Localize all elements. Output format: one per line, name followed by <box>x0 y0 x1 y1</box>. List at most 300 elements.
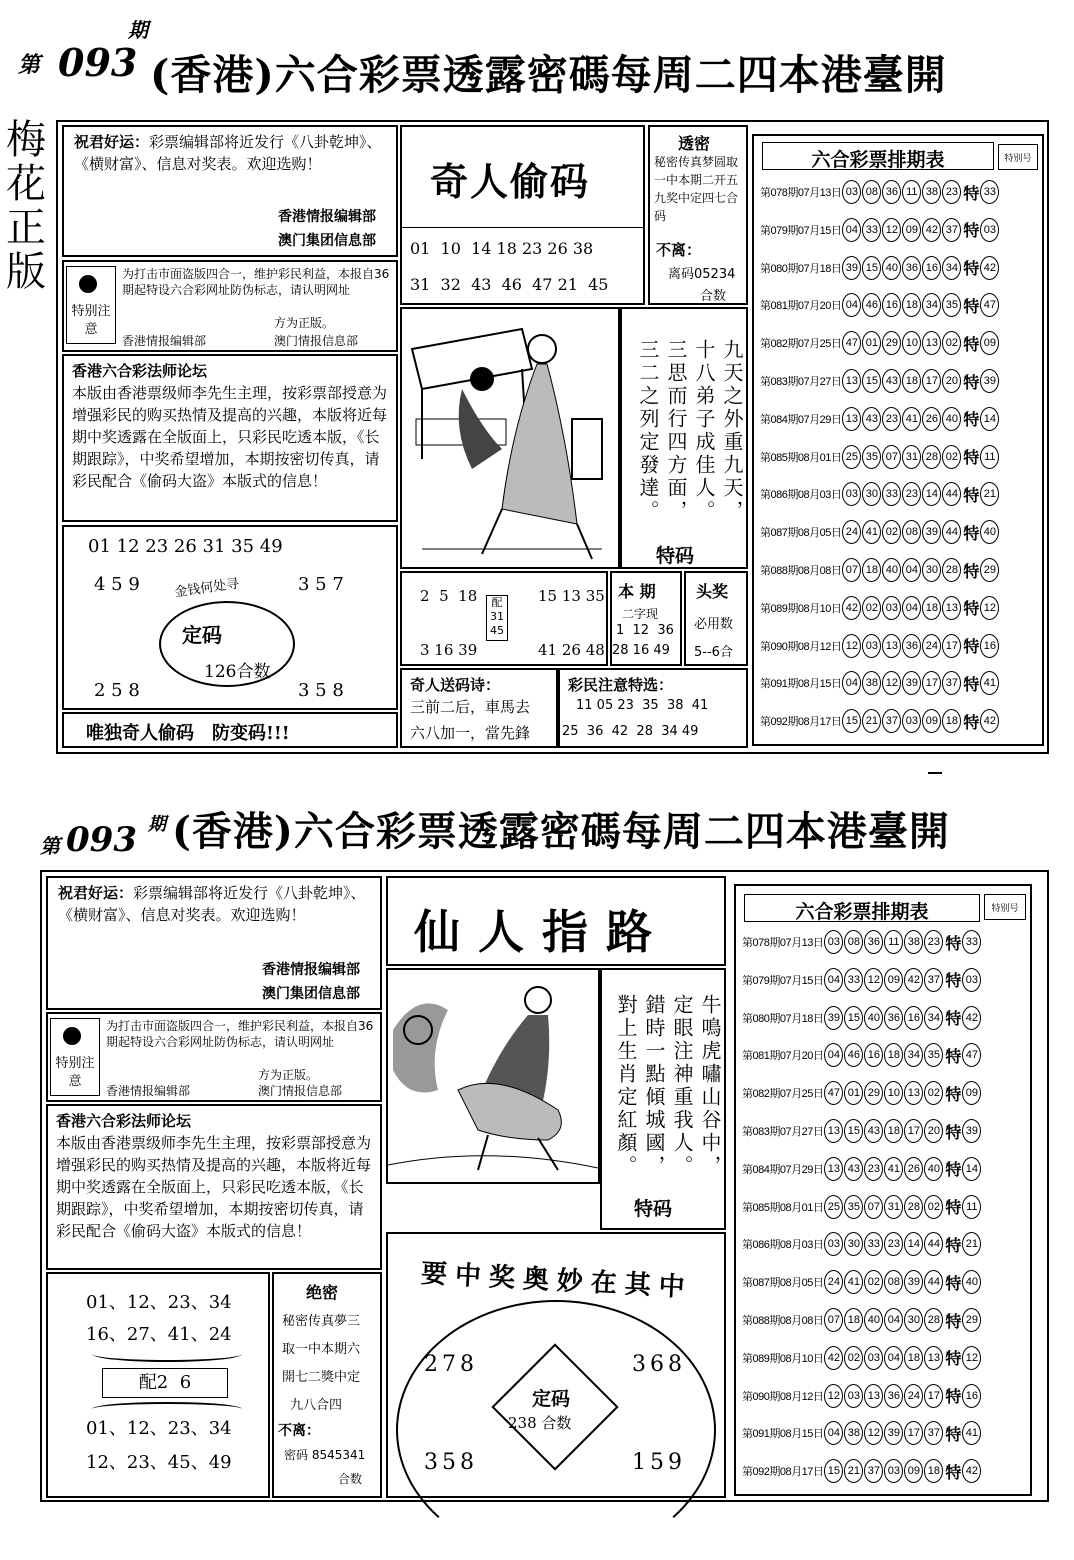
top-schedule-row <box>760 482 1000 506</box>
schedule-row-label: 第080期07月18日 <box>742 1012 824 1025</box>
top-heshu2: 合数 <box>700 289 727 304</box>
top-song-title: 奇人送码诗： <box>410 676 501 694</box>
ball-number: 09 <box>902 218 921 242</box>
top-notice-org1: 香港情报编辑部 <box>122 334 207 348</box>
ball-number: 28 <box>904 1195 923 1219</box>
top-schedule-row <box>760 293 1000 317</box>
bottom-brace <box>92 1346 242 1362</box>
bottom-headline: (香港)六合彩票透露密碼每周二四本港臺開 <box>172 808 950 855</box>
bottom-forum-title: 香港六合彩法师论坛 <box>56 1112 192 1130</box>
ball-number: 30 <box>904 1308 923 1332</box>
ball-number: 02 <box>862 596 881 620</box>
top-title-nums2: 31 32 43 46 47 21 45 <box>410 275 609 294</box>
ball-number: 35 <box>942 293 961 317</box>
bottom-poem-col1: 牛鳴虎嘯山谷中， <box>698 994 722 1178</box>
ball-number: 17 <box>904 1119 923 1143</box>
ball-number: 34 <box>924 1006 943 1030</box>
ball-number: 18 <box>902 293 921 317</box>
bottom-br-num: 159 <box>632 1450 686 1475</box>
schedule-row-label: 第087期08月05日 <box>742 1277 824 1290</box>
schedule-row-label: 第089期08月10日 <box>760 602 842 615</box>
bottom-buli: 不离： <box>278 1423 320 1439</box>
top-caimin-box <box>558 668 748 748</box>
ball-number: 18 <box>884 1043 903 1067</box>
ball-number: 37 <box>942 218 961 242</box>
ball-number: 44 <box>942 482 961 506</box>
top-secret-title: 透密 <box>678 134 711 153</box>
schedule-row-label: 第092期08月17日 <box>742 1466 824 1479</box>
ball-number: 40 <box>882 558 901 582</box>
ball-number: 02 <box>844 1346 863 1370</box>
ball-number: 39 <box>842 256 861 280</box>
special-ball-number: 16 <box>980 634 999 658</box>
schedule-row-label: 第082期07月25日 <box>760 338 842 351</box>
ball-number: 18 <box>904 1346 923 1370</box>
ball-number: 02 <box>942 331 961 355</box>
schedule-row-label: 第084期07月29日 <box>742 1163 824 1176</box>
top-benqi-title: 本 期 <box>618 582 656 601</box>
ball-number: 13 <box>904 1081 923 1105</box>
top-org1: 香港情报编辑部 <box>278 209 376 225</box>
special-ball-number: 16 <box>962 1384 981 1408</box>
top-greeting-body: 彩票编辑部将近发行《八卦乾坤》、《横财富》、信息对奖表。欢迎选购！ <box>74 133 382 173</box>
special-label: 特 <box>945 1349 962 1369</box>
special-label: 特 <box>945 1387 962 1407</box>
special-ball-number: 12 <box>962 1346 981 1370</box>
ball-number: 37 <box>864 1459 883 1483</box>
top-notice-org2: 澳门情报信息部 <box>274 334 359 348</box>
top-schedule-row <box>760 709 1000 733</box>
bottom-schedule-row <box>742 1043 982 1067</box>
bottom-forum-body: 本版由香港票级师李先生主理，按彩票部授意为增强彩民的购买热情及提高的兴趣，本版将近每期中奖透露在全版面上，只彩民吃透本版，《长期跟踪》，中奖希望增加，本期按密切传真，请彩民配合《偷码大盗》本版式的信息！ <box>56 1134 372 1240</box>
bottom-bl-num: 358 <box>424 1450 478 1475</box>
bottom-schedule-row <box>742 1384 982 1408</box>
top-buli: 不离： <box>656 241 702 259</box>
special-ball-number: 33 <box>980 180 999 204</box>
ball-number: 21 <box>862 709 881 733</box>
ball-number: 33 <box>862 218 881 242</box>
special-label: 特 <box>945 1311 962 1331</box>
special-label: 特 <box>963 485 980 505</box>
top-pei-right1: 15 13 35 <box>538 587 605 605</box>
bottom-nums2: 16、27、41、24 <box>86 1324 232 1345</box>
top-caimin-title: 彩民注意特选： <box>568 676 674 694</box>
ball-number: 15 <box>844 1119 863 1143</box>
bottom-org2: 澳门集团信息部 <box>262 986 360 1002</box>
ball-number: 01 <box>862 331 881 355</box>
special-ball-number: 47 <box>980 293 999 317</box>
top-issue-number: 093 <box>58 40 138 85</box>
ball-number: 15 <box>844 1006 863 1030</box>
ball-number: 30 <box>844 1232 863 1256</box>
ball-number: 44 <box>942 520 961 544</box>
bottom-schedule-col-tag: 特别号 <box>984 894 1026 920</box>
bottom-poem-col2: 定眼注神重我人。 <box>670 994 694 1178</box>
bottom-schedule-row <box>742 1346 982 1370</box>
top-schedule-row <box>760 558 1000 582</box>
special-ball-number: 40 <box>962 1270 981 1294</box>
bottom-schedule-row <box>742 1459 982 1483</box>
special-label: 特 <box>945 1424 962 1444</box>
top-pei-box <box>400 571 608 666</box>
schedule-row-label: 第078期07月13日 <box>760 187 842 199</box>
top-toujiang-val: 5--6合 <box>694 645 733 660</box>
schedule-row-label: 第086期08月03日 <box>760 489 842 502</box>
ball-number: 36 <box>884 1006 903 1030</box>
ball-number: 34 <box>922 293 941 317</box>
special-label: 特 <box>963 599 980 619</box>
special-ball-number: 03 <box>962 968 981 992</box>
special-label: 特 <box>963 183 980 203</box>
special-label: 特 <box>945 1084 962 1104</box>
ball-number: 44 <box>924 1232 943 1256</box>
ball-number: 28 <box>942 558 961 582</box>
special-label: 特 <box>945 1122 962 1142</box>
special-label: 特 <box>963 334 980 354</box>
ball-number: 16 <box>882 293 901 317</box>
ball-number: 25 <box>842 445 861 469</box>
ball-number: 31 <box>884 1195 903 1219</box>
special-ball-number: 40 <box>980 520 999 544</box>
special-label: 特 <box>963 674 980 694</box>
ball-number: 37 <box>942 671 961 695</box>
ball-number: 10 <box>884 1081 903 1105</box>
ball-number: 13 <box>922 331 941 355</box>
ball-number: 11 <box>884 930 903 954</box>
bottom-arc-text: 要中奖奥妙在其中 <box>420 1258 694 1304</box>
ball-number: 04 <box>902 596 921 620</box>
special-ball-number: 42 <box>980 709 999 733</box>
schedule-row-label: 第089期08月10日 <box>742 1352 824 1365</box>
special-ball-number: 09 <box>962 1081 981 1105</box>
bottom-schedule-row <box>742 1232 982 1256</box>
ball-number: 23 <box>864 1157 883 1181</box>
ball-number: 12 <box>864 1421 883 1445</box>
ball-number: 03 <box>824 930 843 954</box>
ball-number: 26 <box>922 407 941 431</box>
schedule-row-label: 第090期08月12日 <box>742 1390 824 1403</box>
ball-number: 38 <box>862 671 881 695</box>
ball-number: 17 <box>904 1421 923 1445</box>
top-tl-num: 4 5 9 <box>94 574 140 595</box>
top-pei-left2: 3 16 39 <box>420 641 478 659</box>
top-schedule-row <box>760 218 1000 242</box>
ball-number: 41 <box>884 1157 903 1181</box>
ball-number: 12 <box>824 1384 843 1408</box>
ball-number: 43 <box>882 369 901 393</box>
ball-number: 03 <box>902 709 921 733</box>
special-ball-number: 11 <box>980 445 999 469</box>
ball-number: 08 <box>902 520 921 544</box>
ball-number: 31 <box>902 445 921 469</box>
top-slogan-box <box>62 712 398 748</box>
top-slogan: 唯独奇人偷码 防变码!!! <box>86 723 290 744</box>
schedule-row-label: 第085期08月01日 <box>760 451 842 464</box>
bottom-notice-sign: 方为正版。 <box>258 1068 319 1082</box>
top-br-num: 3 5 8 <box>298 680 344 701</box>
top-poem-col1: 九天之外重九天， <box>720 339 744 523</box>
ball-number: 46 <box>862 293 881 317</box>
top-dingma-box <box>62 525 398 710</box>
ball-number: 08 <box>844 930 863 954</box>
ball-number: 13 <box>842 407 861 431</box>
bottom-org1: 香港情报编辑部 <box>262 962 360 978</box>
top-schedule-row <box>760 331 1000 355</box>
schedule-row-label: 第091期08月15日 <box>742 1428 824 1441</box>
ball-number: 14 <box>904 1232 923 1256</box>
top-forum-body: 本版由香港票级师李先生主理，按彩票部授意为增强彩民的购买热情及提高的兴趣，本版将近每期中奖透露在全版面上，只彩民吃透本版，《长期跟踪》，中奖希望增加，本期按密切传真，请彩民配合《偷码大盗》本版式的信息！ <box>72 384 388 490</box>
bottom-heshu2: 238 合数 <box>508 1414 572 1432</box>
special-ball-number: 41 <box>980 671 999 695</box>
ball-number: 08 <box>862 180 881 204</box>
bottom-greeting-body: 彩票编辑部将近发行《八卦乾坤》、《横财富》、信息对奖表。欢迎选购！ <box>58 884 366 924</box>
ball-number: 23 <box>902 482 921 506</box>
top-schedule-row <box>760 369 1000 393</box>
special-ball-number: 29 <box>962 1308 981 1332</box>
top-forum-box <box>62 354 398 522</box>
bottom-notice-org1: 香港情报编辑部 <box>106 1084 191 1098</box>
top-notice-badge: 特别注意 <box>71 304 111 337</box>
top-headline: (香港)六合彩票透露密碼每周二四本港臺開 <box>150 51 947 99</box>
top-bomb-icon <box>66 266 116 344</box>
ball-number: 20 <box>942 369 961 393</box>
ball-number: 29 <box>882 331 901 355</box>
top-dingma: 定码 <box>182 623 222 647</box>
schedule-row-label: 第092期08月17日 <box>760 716 842 729</box>
bottom-nums4: 12、23、45、49 <box>86 1452 232 1473</box>
schedule-row-label: 第081期07月20日 <box>742 1050 824 1063</box>
bottom-notice-org2: 澳门情报信息部 <box>258 1084 343 1098</box>
bottom-issue-prefix: 第 <box>40 834 60 858</box>
special-label: 特 <box>945 1462 962 1482</box>
ball-number: 03 <box>862 634 881 658</box>
ball-number: 33 <box>882 482 901 506</box>
ball-number: 23 <box>942 180 961 204</box>
bottom-schedule-row <box>742 1006 982 1030</box>
ball-number: 10 <box>902 331 921 355</box>
special-label: 特 <box>963 296 980 316</box>
top-toujiang-sub: 必用数 <box>694 617 734 632</box>
special-ball-number: 47 <box>962 1043 981 1067</box>
ball-number: 23 <box>924 930 943 954</box>
special-label: 特 <box>963 561 980 581</box>
ball-number: 04 <box>824 968 843 992</box>
ball-number: 18 <box>924 1459 943 1483</box>
schedule-row-label: 第091期08月15日 <box>760 678 842 691</box>
schedule-row-label: 第079期07月15日 <box>742 974 824 987</box>
ball-number: 42 <box>904 968 923 992</box>
ball-number: 38 <box>904 930 923 954</box>
top-money-label: 金钱何处寻 <box>173 576 241 601</box>
special-ball-number: 39 <box>980 369 999 393</box>
ball-number: 15 <box>824 1459 843 1483</box>
ball-number: 16 <box>864 1043 883 1067</box>
top-notice-body: 为打击市面盗版四合一，维护彩民利益，本报自36期起特设六合彩网址防伪标志，请认明网址 <box>122 267 390 297</box>
ball-number: 28 <box>922 445 941 469</box>
ball-number: 36 <box>902 634 921 658</box>
ball-number: 03 <box>842 180 861 204</box>
ball-number: 18 <box>844 1308 863 1332</box>
top-schedule-title-wrap <box>762 142 994 170</box>
ball-number: 04 <box>842 218 861 242</box>
special-label: 特 <box>963 523 980 543</box>
ball-number: 15 <box>862 369 881 393</box>
ball-number: 20 <box>924 1119 943 1143</box>
ball-number: 44 <box>924 1270 943 1294</box>
ball-number: 18 <box>884 1119 903 1143</box>
ball-number: 39 <box>922 520 941 544</box>
special-ball-number: 11 <box>962 1195 981 1219</box>
ball-number: 07 <box>842 558 861 582</box>
ball-number: 21 <box>844 1459 863 1483</box>
top-song-box <box>400 668 558 748</box>
top-issue-suffix: 期 <box>128 18 148 42</box>
bottom-secret-l2: 取一中本期六 <box>282 1342 361 1357</box>
top-tr-num: 3 5 7 <box>298 574 344 595</box>
schedule-row-label: 第088期08月08日 <box>742 1315 824 1327</box>
ball-number: 38 <box>844 1421 863 1445</box>
top-toujiang-title: 头奖 <box>696 582 729 601</box>
bottom-forum-box <box>46 1104 382 1270</box>
ball-number: 04 <box>884 1346 903 1370</box>
top-notice-box <box>62 260 398 352</box>
bottom-nums-box <box>46 1272 270 1498</box>
ball-number: 12 <box>882 218 901 242</box>
schedule-row-label: 第080期07月18日 <box>760 262 842 275</box>
bottom-issue-suffix: 期 <box>148 814 166 835</box>
bottom-title-main: 仙人指路 <box>414 905 670 959</box>
ball-number: 11 <box>902 180 921 204</box>
ball-number: 13 <box>942 596 961 620</box>
special-ball-number: 42 <box>980 256 999 280</box>
bottom-schedule-box <box>734 884 1032 1496</box>
ball-number: 24 <box>904 1384 923 1408</box>
bottom-mima: 密码 8545341 <box>284 1448 366 1462</box>
top-nums-line: 01 12 23 26 31 35 49 <box>88 536 283 557</box>
bottom-secret-title: 绝密 <box>306 1283 339 1302</box>
ball-number: 08 <box>884 1270 903 1294</box>
top-title-main: 奇人偷码 <box>430 159 591 204</box>
ball-number: 02 <box>924 1081 943 1105</box>
ball-number: 17 <box>922 369 941 393</box>
special-label: 特 <box>945 1009 962 1029</box>
special-label: 特 <box>945 1235 962 1255</box>
ball-number: 15 <box>842 709 861 733</box>
bottom-nums3: 01、12、23、34 <box>86 1418 232 1439</box>
bottom-schedule-title-wrap <box>744 894 980 922</box>
special-ball-number: 14 <box>962 1157 981 1181</box>
ball-number: 04 <box>884 1308 903 1332</box>
ball-number: 16 <box>904 1006 923 1030</box>
ball-number: 38 <box>922 180 941 204</box>
top-bl-num: 2 5 8 <box>94 680 140 701</box>
ball-number: 35 <box>844 1195 863 1219</box>
ball-number: 33 <box>844 968 863 992</box>
ball-number: 39 <box>824 1006 843 1030</box>
top-issue-prefix: 第 <box>18 52 41 78</box>
special-label: 特 <box>945 971 962 991</box>
top-schedule-row <box>760 634 1000 658</box>
ball-number: 07 <box>864 1195 883 1219</box>
ball-number: 13 <box>824 1157 843 1181</box>
bottom-immortal-illustration <box>388 970 598 1182</box>
ball-number: 37 <box>924 968 943 992</box>
bottom-dingma-box <box>386 1232 726 1498</box>
ball-number: 24 <box>922 634 941 658</box>
ball-number: 16 <box>922 256 941 280</box>
top-song-l1: 三前二后，車馬去 <box>410 698 531 716</box>
top-schedule-row <box>760 180 1000 204</box>
ball-number: 29 <box>864 1081 883 1105</box>
bottom-schedule-row <box>742 1270 982 1294</box>
ball-number: 40 <box>942 407 961 431</box>
ball-number: 02 <box>924 1195 943 1219</box>
ball-number: 04 <box>902 558 921 582</box>
bottom-tema: 特码 <box>634 1198 673 1220</box>
ball-number: 42 <box>922 218 941 242</box>
top-org2: 澳门集团信息部 <box>278 233 376 249</box>
top-picture <box>400 307 620 569</box>
special-ball-number: 21 <box>980 482 999 506</box>
ball-number: 34 <box>904 1043 923 1067</box>
bottom-schedule-row <box>742 930 982 954</box>
ball-number: 18 <box>902 369 921 393</box>
special-ball-number: 39 <box>962 1119 981 1143</box>
ball-number: 04 <box>842 293 861 317</box>
ball-number: 14 <box>922 482 941 506</box>
ball-number: 17 <box>924 1384 943 1408</box>
ball-number: 36 <box>882 180 901 204</box>
ball-number: 40 <box>864 1006 883 1030</box>
ball-number: 13 <box>864 1384 883 1408</box>
ball-number: 42 <box>842 596 861 620</box>
ball-number: 01 <box>844 1081 863 1105</box>
top-schedule-row <box>760 671 1000 695</box>
ball-number: 07 <box>824 1308 843 1332</box>
top-schedule-col-tag: 特别号 <box>998 144 1038 170</box>
ball-number: 34 <box>942 256 961 280</box>
special-label: 特 <box>945 1160 962 1180</box>
ball-number: 03 <box>844 1384 863 1408</box>
top-pei-right2: 41 26 48 <box>538 641 605 659</box>
top-song-l2: 六八加一，當先鋒 <box>410 724 531 742</box>
top-schedule-row <box>760 256 1000 280</box>
special-label: 特 <box>945 1046 962 1066</box>
ball-number: 46 <box>844 1043 863 1067</box>
ball-number: 02 <box>942 445 961 469</box>
special-ball-number: 42 <box>962 1006 981 1030</box>
bottom-schedule-row <box>742 1308 982 1332</box>
bottom-schedule-title: 六合彩票排期表 <box>795 901 929 923</box>
bottom-poem-box <box>600 968 726 1230</box>
ball-number: 40 <box>924 1157 943 1181</box>
ball-number: 41 <box>902 407 921 431</box>
schedule-row-label: 第084期07月29日 <box>760 413 842 426</box>
bottom-secret-l1: 秘密传真夢三 <box>282 1314 361 1329</box>
special-label: 特 <box>963 221 980 241</box>
ball-number: 47 <box>842 331 861 355</box>
ball-number: 03 <box>842 482 861 506</box>
ball-number: 17 <box>942 634 961 658</box>
top-lima: 离码05234 <box>668 267 736 282</box>
schedule-row-label: 第079期07月15日 <box>760 224 842 237</box>
schedule-row-label: 第081期07月20日 <box>760 300 842 313</box>
top-benqi-n1: 1 12 36 <box>616 623 674 638</box>
ball-number: 39 <box>884 1421 903 1445</box>
top-benqi-sub: 二字现 <box>622 607 659 621</box>
special-label: 特 <box>963 259 980 279</box>
ball-number: 02 <box>864 1270 883 1294</box>
